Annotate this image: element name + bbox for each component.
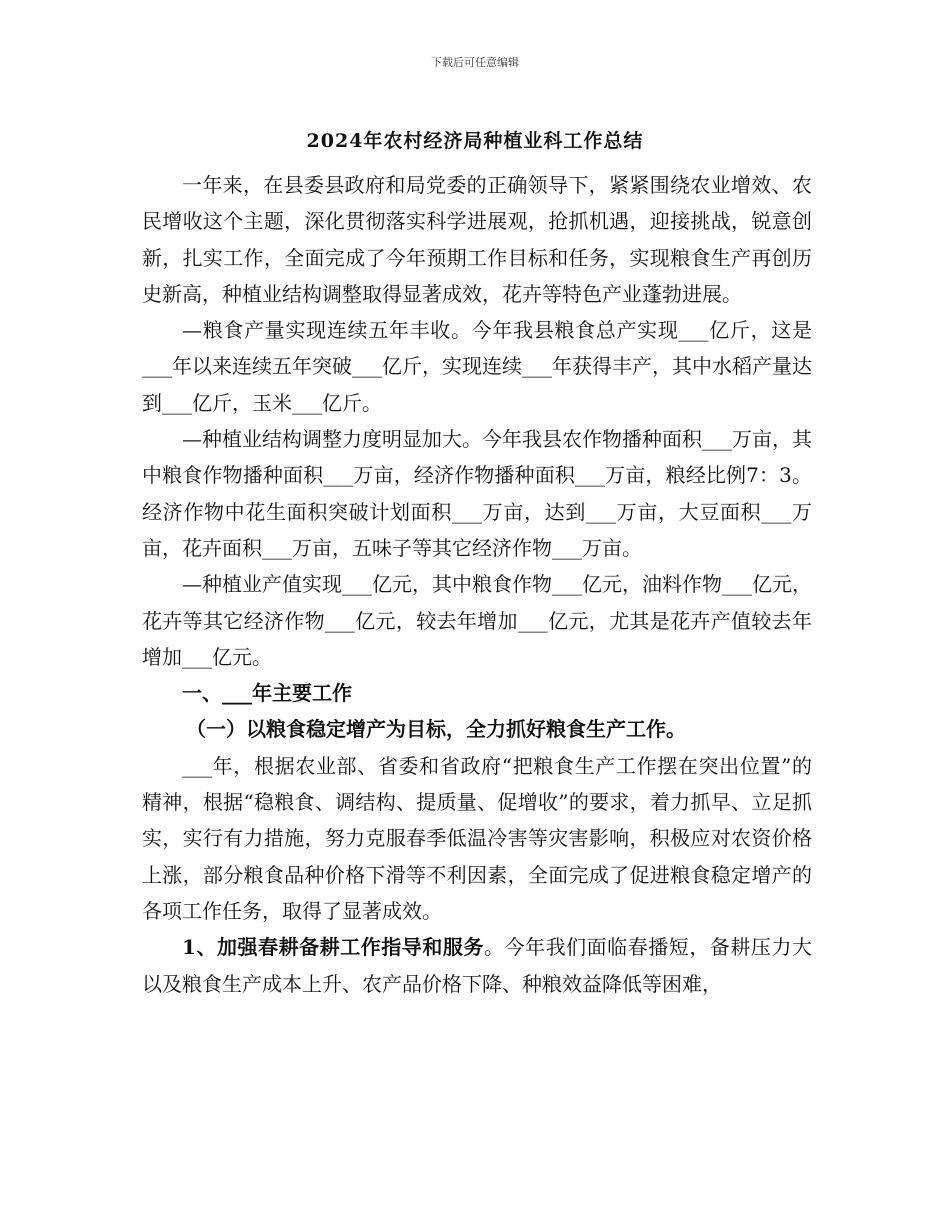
header-note: 下载后可任意编辑	[431, 56, 519, 69]
paragraph-output-value: —种植业产值实现___亿元，其中粮食作物___亿元，油料作物___亿元，花卉等其它经济作物___亿元，较去年增加___亿元，尤其是花卉产值较去年增加___亿元。	[142, 572, 812, 669]
paragraph-spring-plowing	[142, 929, 812, 1002]
document-body	[142, 167, 812, 1002]
paragraph-crop-structure: —种植业结构调整力度明显加大。今年我县农作物播种面积___万亩，其中粮食作物播种面积___万亩，经济作物播种面积___万亩，粮经比例7：3。经济作物中花生面积突破计划面积___万亩，达到___万亩，大豆面积___万亩，花卉面积___万亩，五味子等其它经济作物___万亩。	[142, 427, 812, 560]
paragraph-body-text: 。今年我们面临春播短，备耕压力大以及粮食生产成本上升、农产品价格下降、种粮效益降低等困难，	[142, 935, 813, 996]
document-title: 2024年农村经济局种植业科工作总结	[306, 130, 644, 152]
paragraph-lead-text: 1、加强春耕备耕工作指导和服务	[182, 935, 484, 960]
section-heading-1: 一、___年主要工作	[182, 681, 352, 706]
subsection-heading-1: （一）以粮食稳定增产为目标，全力抓好粮食生产工作。	[186, 717, 686, 742]
paragraph-grain-production: ___年，根据农业部、省委和省政府“把粮食生产工作摆在突出位置”的精神，根据“稳粮食、调结构、提质量、促增收”的要求，着力抓早、立足抓实，实行有力措施，努力克服春季低温冷害等灾害影响，积极应对农资价格上涨，部分粮食品种价格下滑等不利因素，全面完成了促进粮食稳定增产的各项工作任务，取得了显著成效。	[142, 753, 812, 923]
paragraph-intro: 一年来，在县委县政府和局党委的正确领导下，紧紧围绕农业增效、农民增收这个主题，深化贯彻落实科学进展观，抢抓机遇，迎接挑战，锐意创新，扎实工作，全面完成了今年预期工作目标和任务，实现粮食生产再创历史新高，种植业结构调整取得显著成效，花卉等特色产业蓬勃进展。	[142, 173, 812, 306]
paragraph-grain-output: —粮食产量实现连续五年丰收。今年我县粮食总产实现___亿斤，这是___年以来连续五年突破___亿斤，实现连续___年获得丰产，其中水稻产量达到___亿斤，玉米___亿斤。	[142, 318, 812, 415]
